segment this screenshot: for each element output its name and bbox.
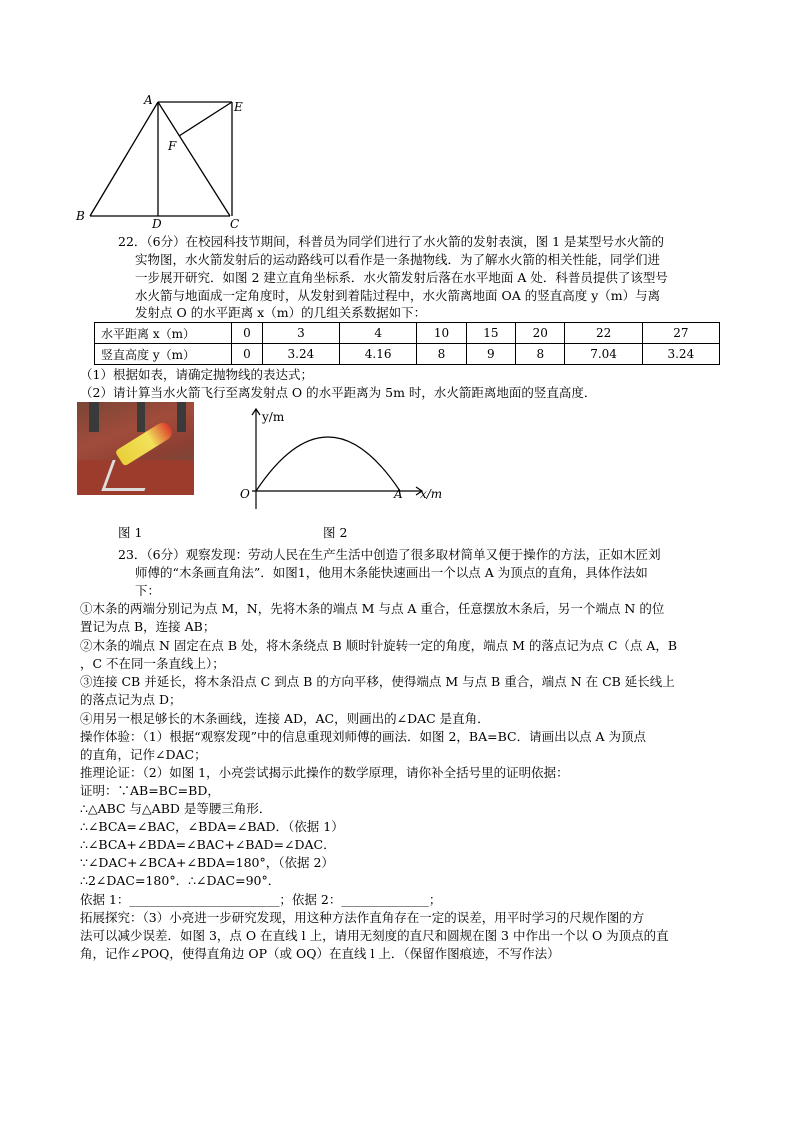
rocket-photo <box>77 402 194 495</box>
table-header-x: 水平距离 x（m） <box>95 323 232 344</box>
q22-part1: （1）根据如表，请确定抛物线的表达式； <box>80 367 313 382</box>
table-cell: 4 <box>340 323 417 344</box>
table-cell: 8 <box>516 344 565 365</box>
q23-proof4: ∴∠BCA+∠BDA=∠BAC+∠BAD=∠DAC． <box>80 837 336 852</box>
table-cell: 0 <box>232 323 263 344</box>
q22-line5: 发射点 O 的水平距离 x（m）的几组关系数据如下： <box>135 305 427 320</box>
q23-proof1: 证明：∵AB=BC=BD， <box>80 783 220 798</box>
q22-line4: 水火箭与地面成一定角度时，从发射到着陆过程中，水火箭离地面 OA 的竖直高度 y（m）与离 <box>135 288 661 303</box>
table-cell: 27 <box>642 323 719 344</box>
table-row <box>95 323 720 344</box>
table-cell: 20 <box>516 323 565 344</box>
q23-op2: 的直角，记作∠DAC； <box>80 747 207 762</box>
q22-line1: 22．（6分）在校园科技节期间，科普员为同学们进行了水火箭的发射表演，图 1 是某型号水火箭的 <box>118 234 665 249</box>
table-cell: 3.24 <box>642 344 719 365</box>
q23-ext3: 角，记作∠POQ，使得直角边 OP（或 OQ）在直线 l 上．（保留作图痕迹，不写作法） <box>80 946 560 961</box>
q22-part2: （2）请计算当水火箭飞行至离发射点 O 的水平距离为 5m 时，水火箭距离地面的竖直高度． <box>80 385 597 400</box>
label-d: D <box>152 217 162 230</box>
table-cell: 3.24 <box>262 344 339 365</box>
fig2-caption: 图 2 <box>323 525 348 540</box>
q23-line3: 下： <box>135 583 161 598</box>
q23-step2b: ，C 不在同一条直线上）； <box>80 656 225 671</box>
q23-ext2: 法可以减少误差．如图 3，点 O 在直线 l 上，请用无刻度的直尺和圆规在图 3 中作出一个以 O 为顶点的直 <box>80 928 669 943</box>
parabola-graph <box>232 405 462 515</box>
q23-line2: 师傅的“木条画直角法”．如图1，他用木条能快速画出一个以点 A 为顶点的直角，具体作法如 <box>135 565 648 580</box>
graph-y-label: y/m <box>262 410 285 424</box>
q23-proof5: ∵∠DAC+∠BCA+∠BDA=180°，（依据 2） <box>80 855 334 870</box>
table-cell: 0 <box>232 344 263 365</box>
q23-step3a: ③连接 CB 并延长，将木条沿点 C 到点 B 的方向平移，使得端点 M 与点 B 重合，端点 N 在 CB 延长线上 <box>80 674 675 689</box>
table-cell: 8 <box>417 344 466 365</box>
q23-step4: ④用另一根足够长的木条画线，连接 AD，AC，则画出的∠DAC 是直角． <box>80 711 490 726</box>
table-cell: 7.04 <box>565 344 642 365</box>
q23-proof6: ∴2∠DAC=180°．∴∠DAC=90°． <box>80 873 281 888</box>
q23-ext1: 拓展探究：（3）小亮进一步研究发现，用这种方法作直角存在一定的误差，用平时学习的尺规作图的方 <box>80 910 645 925</box>
q23-step1a: ①木条的两端分别记为点 M，N，先将木条的端点 M 与点 A 重合，任意摆放木条后，另一个端点 N 的位 <box>80 601 665 616</box>
label-f: F <box>168 139 177 153</box>
q23-op1: 操作体验：（1）根据“观察发现”中的信息重现刘师傅的画法．如图 2，BA=BC．请画出以点 A 为顶点 <box>80 729 647 744</box>
triangle-figure <box>70 90 260 230</box>
table-cell: 9 <box>466 344 515 365</box>
q23-proof2: ∴△ABC 与△ABD 是等腰三角形． <box>80 801 272 816</box>
q23-step3b: 的落点记为点 D； <box>80 692 182 707</box>
q23-proof3: ∴∠BCA=∠BAC，∠BDA=∠BAD．（依据 1） <box>80 819 344 834</box>
table-cell: 4.16 <box>340 344 417 365</box>
q23-step2a: ②木条的端点 N 固定在点 B 处，将木条绕点 B 顺时针旋转一定的角度，端点 M 的落点记为点 C（点 A，B <box>80 638 678 653</box>
q23-proof-intro: 推理论证：（2）如图 1，小亮尝试揭示此操作的数学原理，请你补全括号里的证明依据： <box>80 765 569 780</box>
q22-line2: 实物图，水火箭发射后的运动路线可以看作是一条抛物线．为了解水火箭的相关性能，同学们进 <box>135 252 661 267</box>
label-a: A <box>144 93 153 107</box>
q23-basis-blanks[interactable]: 依据 1：________________________；依据 2：______________； <box>80 892 442 907</box>
graph-point-a: A <box>394 487 403 501</box>
q23-line1: 23．（6分）观察发现：劳动人民在生产生活中创造了很多取材简单又便于操作的方法，正如木匠刘 <box>118 547 661 562</box>
q23-step1b: 置记为点 B，连接 AB； <box>80 619 216 634</box>
table-header-y: 竖直高度 y（m） <box>95 344 232 365</box>
table-cell: 3 <box>262 323 339 344</box>
label-b: B <box>76 209 85 223</box>
label-e: E <box>234 100 243 114</box>
table-cell: 22 <box>565 323 642 344</box>
table-row <box>95 344 720 365</box>
label-c: C <box>230 217 240 230</box>
graph-x-label: x/m <box>420 487 443 501</box>
data-table <box>94 322 720 365</box>
table-cell: 15 <box>466 323 515 344</box>
fig1-caption: 图 1 <box>118 525 143 540</box>
q22-line3: 一步展开研究．如图 2 建立直角坐标系．水火箭发射后落在水平地面 A 处．科普员提供了该型号 <box>135 270 668 285</box>
graph-origin: O <box>240 487 250 501</box>
table-cell: 10 <box>417 323 466 344</box>
